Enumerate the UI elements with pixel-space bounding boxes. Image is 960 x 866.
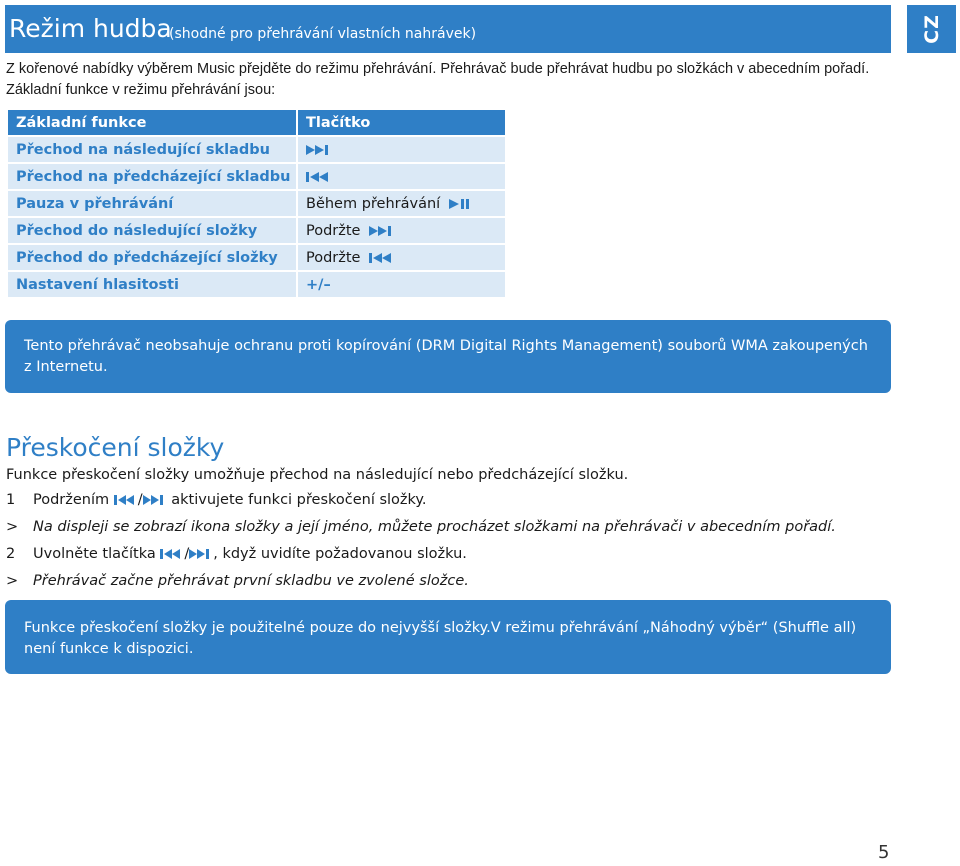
table-header-function: Základní funkce (7, 109, 297, 136)
language-tab-label: CZ (920, 14, 943, 44)
drm-note (5, 320, 891, 393)
intro-paragraph: Z kořenové nabídky výběrem Music přejděte do režimu přehrávání. Přehrávač bude přehrávat hudbu po složkách v abecedním pořadí. Základní funkce v režimu přehrávání jsou: (6, 61, 870, 98)
function-label: Přechod na předcházející skladbu (7, 163, 297, 190)
page-number: 5 (878, 842, 890, 863)
step-result: Na displeji se zobrazí ikona složky a její jméno, můžete procházet složkami na přehrávači v abecedním pořadí. (33, 519, 836, 535)
table-row (7, 190, 506, 217)
function-label: Přechod do předcházející složky (7, 244, 297, 271)
step-before: Podržením (33, 492, 110, 508)
page-title: Režim hudba (9, 14, 172, 43)
button-prefix: Podržte (306, 249, 361, 266)
title-bar (5, 5, 891, 53)
step-separator: / (184, 546, 190, 562)
step-text (33, 492, 427, 508)
table-row (7, 163, 506, 190)
section-title: Přeskočení složky (6, 433, 225, 462)
next-track-icon (189, 548, 213, 560)
volume-button-label: +/– (297, 271, 506, 298)
step-text (33, 546, 467, 562)
button-cell (297, 163, 506, 190)
step-marker: > (6, 519, 19, 535)
button-cell (297, 217, 506, 244)
button-prefix: Podržte (306, 222, 361, 239)
basic-functions-table (6, 108, 507, 299)
table-row (7, 136, 506, 163)
button-cell (297, 190, 506, 217)
step-after: aktivujete funkci přeskočení složky. (171, 492, 427, 508)
table-header-button: Tlačítko (297, 109, 506, 136)
language-tab (907, 5, 956, 53)
prev-track-icon (114, 494, 138, 506)
shuffle-note-text: Funkce přeskočení složky je použitelné pouze do nejvyšší složky.V režimu přehrávání „Náhodný výběr“ (Shuffle all) není funkce k dispozici. (24, 620, 857, 657)
table-row (7, 217, 506, 244)
step-result: Přehrávač začne přehrávat první skladbu ve zvolené složce. (33, 573, 469, 589)
prev-track-icon (160, 548, 184, 560)
page-subtitle: (shodné pro přehrávání vlastních nahrávek) (169, 26, 477, 42)
section-description: Funkce přeskočení složky umožňuje přechod na následující nebo předcházející složku. (6, 467, 629, 483)
table-row (7, 271, 506, 298)
next-track-icon (143, 494, 167, 506)
next-track-icon (369, 225, 399, 237)
step-after: , když uvidíte požadovanou složku. (213, 546, 467, 562)
drm-note-text: Tento přehrávač neobsahuje ochranu proti kopírování (DRM Digital Rights Management) souborů WMA zakoupených z Internetu. (24, 338, 868, 375)
step-marker: > (6, 573, 19, 589)
table-header-row (7, 109, 506, 136)
function-label: Přechod do následující složky (7, 217, 297, 244)
next-track-icon (306, 144, 336, 156)
step-separator: / (137, 492, 143, 508)
shuffle-note (5, 600, 891, 674)
table-row (7, 244, 506, 271)
step-before: Uvolněte tlačítka (33, 546, 156, 562)
step-marker: 1 (6, 492, 16, 508)
prev-track-icon (369, 252, 399, 264)
prev-track-icon (306, 171, 336, 183)
step-marker: 2 (6, 546, 16, 562)
button-prefix: Během přehrávání (306, 195, 441, 212)
function-label: Přechod na následující skladbu (7, 136, 297, 163)
button-cell (297, 136, 506, 163)
function-label: Pauza v přehrávání (7, 190, 297, 217)
play-pause-icon (449, 198, 473, 210)
button-cell (297, 244, 506, 271)
function-label: Nastavení hlasitosti (7, 271, 297, 298)
